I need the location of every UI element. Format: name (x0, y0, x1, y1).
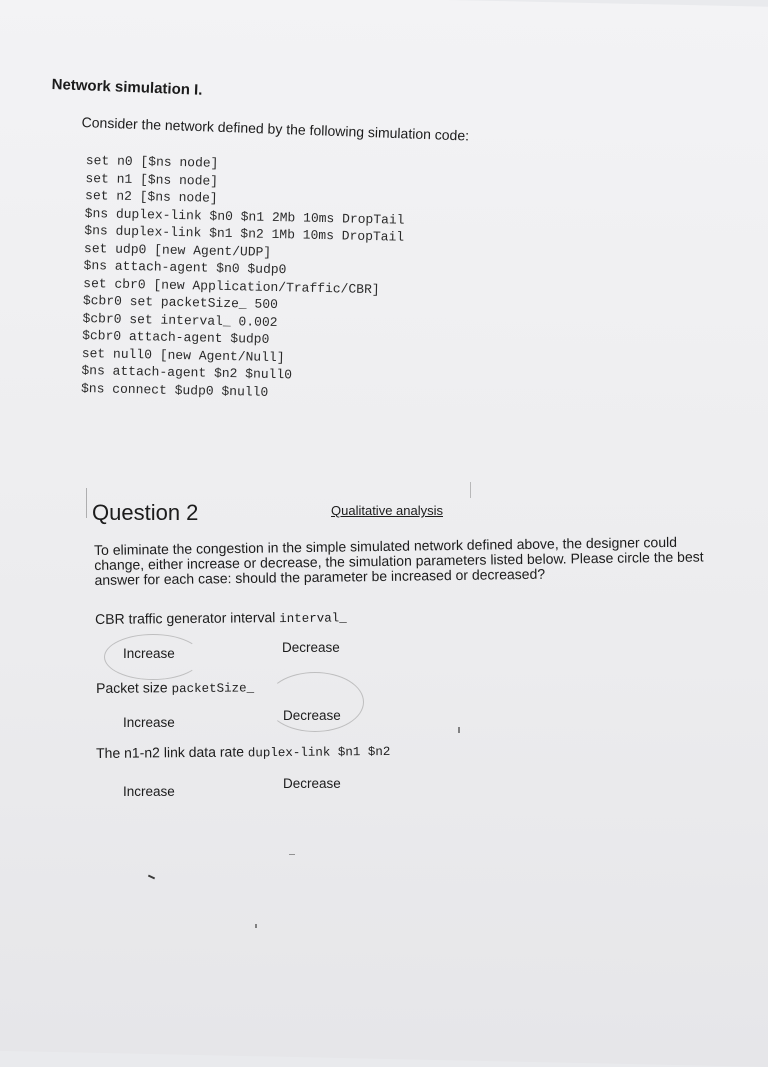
item-label-text: The n1-n2 link data rate (96, 743, 245, 761)
decrease-option-link-rate[interactable]: Decrease (283, 776, 341, 791)
code-line: set n2 [$ns node] (84, 187, 218, 206)
pen-mark (255, 924, 257, 928)
code-line: set cbr0 [new Application/Traffic/CBR] (83, 275, 380, 297)
code-line: set n1 [$ns node] (85, 170, 219, 189)
increase-option-packet-size[interactable]: Increase (123, 715, 175, 730)
item-label-code: duplex-link $n1 $n2 (247, 744, 391, 761)
question-body: To eliminate the congestion in the simple simulated network defined above, the designer could change, either increase or decrease, the simulation parameters listed below. Please circle the best answer for each case: should the parameter be increased or decreased? (93, 533, 704, 588)
pen-mark (148, 875, 155, 880)
pen-mark (289, 854, 295, 855)
pencil-circle (104, 634, 202, 680)
pen-mark (470, 482, 471, 498)
code-line: $cbr0 set packetSize_ 500 (82, 292, 279, 313)
question-qualifier: Qualitative analysis (331, 503, 443, 518)
item-label-text: CBR traffic generator interval (95, 609, 276, 627)
item-label-code: interval_ (279, 611, 347, 627)
item-label-interval (95, 608, 347, 628)
item-label-text: Packet size (96, 679, 168, 696)
page-title: Network simulation I. (51, 76, 203, 99)
pencil-circle (266, 672, 364, 732)
code-line: $cbr0 set interval_ 0.002 (82, 310, 278, 330)
code-block (81, 152, 406, 404)
code-line: $cbr0 attach-agent $udp0 (82, 327, 270, 347)
code-line: $ns connect $udp0 $null0 (80, 380, 269, 400)
code-line: $ns attach-agent $n2 $null0 (81, 362, 293, 383)
increase-option-link-rate[interactable]: Increase (123, 784, 175, 799)
intro-text: Consider the network defined by the following simulation code: (81, 114, 470, 144)
code-line: $ns attach-agent $n0 $udp0 (83, 257, 287, 278)
decrease-option-interval[interactable]: Decrease (282, 640, 340, 655)
code-line: set udp0 [new Agent/UDP] (83, 240, 272, 260)
code-line: set n0 [$ns node] (85, 152, 219, 171)
item-label-packet-size (96, 678, 254, 697)
pen-mark (86, 488, 87, 518)
pen-mark (458, 727, 460, 733)
code-line: $ns duplex-link $n0 $n1 2Mb 10ms DropTail (84, 205, 405, 228)
question-title: Question 2 (92, 500, 199, 525)
increase-option-interval[interactable]: Increase (123, 646, 175, 661)
item-label-link-rate (96, 742, 390, 762)
item-label-code: packetSize_ (171, 681, 255, 697)
code-line: $ns duplex-link $n1 $n2 1Mb 10ms DropTail (84, 222, 405, 245)
code-line: set null0 [new Agent/Null] (81, 345, 285, 365)
decrease-option-packet-size[interactable]: Decrease (283, 708, 341, 723)
